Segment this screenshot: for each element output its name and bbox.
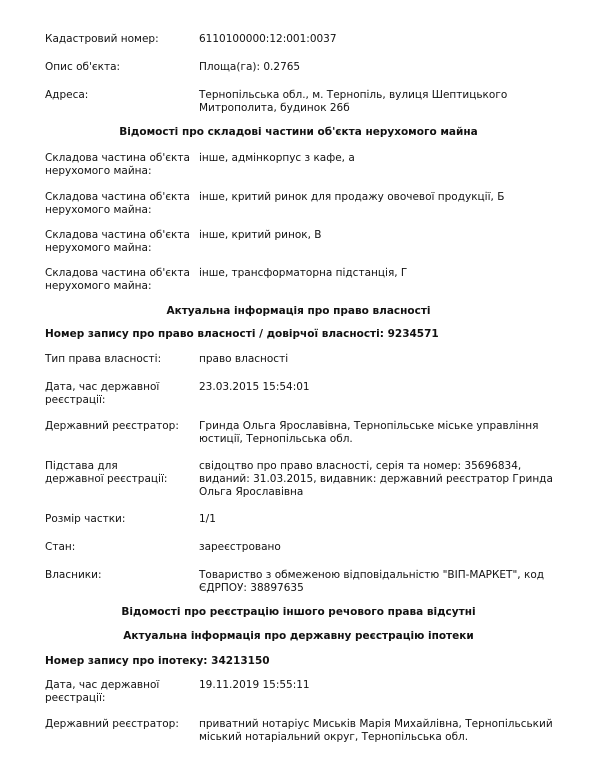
ownership-basis-value-line: свідоцтво про право власності, серія та номер: 35696834, [199, 460, 522, 472]
components-heading: Відомості про складові частини об'єкта нерухомого майна [119, 126, 478, 138]
component-label-line: Складова частина об'єкта [45, 191, 190, 203]
component-label-line: нерухомого майна: [45, 280, 152, 292]
ownership-share-value: 1/1 [199, 513, 216, 525]
ownership-type-value: право власності [199, 353, 289, 365]
ownership-registrar-value-line: Гринда Ольга Ярославівна, Тернопільське міське управління [199, 420, 539, 432]
description-label: Опис об'єкта: [45, 61, 121, 73]
ownership-share-label: Розмір частки: [45, 513, 126, 525]
address-value-line: Тернопільська обл., м. Тернопіль, вулиця Шептицького [199, 89, 508, 101]
ownership-registrar-value [199, 420, 559, 446]
component-value: інше, трансформаторна підстанція, Г [199, 267, 408, 279]
component-label [45, 191, 195, 217]
ownership-date-label [45, 381, 195, 407]
other-rights-heading: Відомості про реєстрацію іншого речового права відсутні [121, 606, 476, 618]
ownership-date-label-line: Дата, час державної [45, 381, 160, 393]
cadastral-label: Кадастровий номер: [45, 33, 159, 45]
cadastral-value: 6110100000:12:001:0037 [199, 33, 337, 45]
address-value [199, 89, 559, 115]
component-label [45, 267, 195, 293]
mortgage-date-value: 19.11.2019 15:55:11 [199, 679, 310, 691]
ownership-basis-value [199, 460, 559, 499]
mortgage-heading: Актуальна інформація про державну реєстрацію іпотеки [123, 630, 474, 642]
ownership-date-label-line: реєстрації: [45, 394, 106, 406]
component-label [45, 229, 195, 255]
ownership-heading: Актуальна інформація про право власності [166, 305, 431, 317]
ownership-basis-label [45, 460, 195, 486]
component-label-line: нерухомого майна: [45, 242, 152, 254]
mortgage-date-label-line: Дата, час державної [45, 679, 160, 691]
ownership-basis-label-line: державної реєстрації: [45, 473, 168, 485]
component-value: інше, адмінкорпус з кафе, а [199, 152, 355, 164]
component-value: інше, критий ринок для продажу овочевої продукції, Б [199, 191, 505, 203]
address-label: Адреса: [45, 89, 89, 101]
ownership-registrar-label: Державний реєстратор: [45, 420, 179, 432]
ownership-date-value: 23.03.2015 15:54:01 [199, 381, 310, 393]
ownership-owners-value-line: ЄДРПОУ: 38897635 [199, 582, 304, 594]
mortgage-record-heading: Номер запису про іпотеку: 34213150 [45, 655, 270, 667]
component-label [45, 152, 195, 178]
address-value-line: Митрополита, будинок 26б [199, 102, 350, 114]
mortgage-registrar-value [199, 718, 559, 744]
mortgage-date-label [45, 679, 195, 705]
ownership-registrar-value-line: юстиції, Тернопільська обл. [199, 433, 353, 445]
ownership-type-label: Тип права власності: [45, 353, 162, 365]
component-label-line: Складова частина об'єкта [45, 229, 190, 241]
ownership-owners-value-line: Товариство з обмеженою відповідальністю "ВІП-МАРКЕТ", код [199, 569, 544, 581]
component-value: інше, критий ринок, В [199, 229, 322, 241]
description-value: Площа(га): 0.2765 [199, 61, 301, 73]
mortgage-registrar-value-line: приватний нотаріус Миськів Марія Михайлівна, Тернопільський [199, 718, 553, 730]
component-label-line: нерухомого майна: [45, 165, 152, 177]
ownership-owners-value [199, 569, 559, 595]
ownership-state-label: Стан: [45, 541, 76, 553]
ownership-record-heading: Номер запису про право власності / довірчої власності: 9234571 [45, 328, 439, 340]
ownership-state-value: зареєстровано [199, 541, 281, 553]
ownership-basis-value-line: Ольга Ярославівна [199, 486, 304, 498]
mortgage-date-label-line: реєстрації: [45, 692, 106, 704]
ownership-basis-label-line: Підстава для [45, 460, 118, 472]
mortgage-registrar-value-line: міський нотаріальний округ, Тернопільська обл. [199, 731, 469, 743]
component-label-line: Складова частина об'єкта [45, 267, 190, 279]
ownership-owners-label: Власники: [45, 569, 102, 581]
component-label-line: Складова частина об'єкта [45, 152, 190, 164]
mortgage-registrar-label: Державний реєстратор: [45, 718, 179, 730]
component-label-line: нерухомого майна: [45, 204, 152, 216]
ownership-basis-value-line: виданий: 31.03.2015, видавник: державний реєстратор Гринда [199, 473, 553, 485]
